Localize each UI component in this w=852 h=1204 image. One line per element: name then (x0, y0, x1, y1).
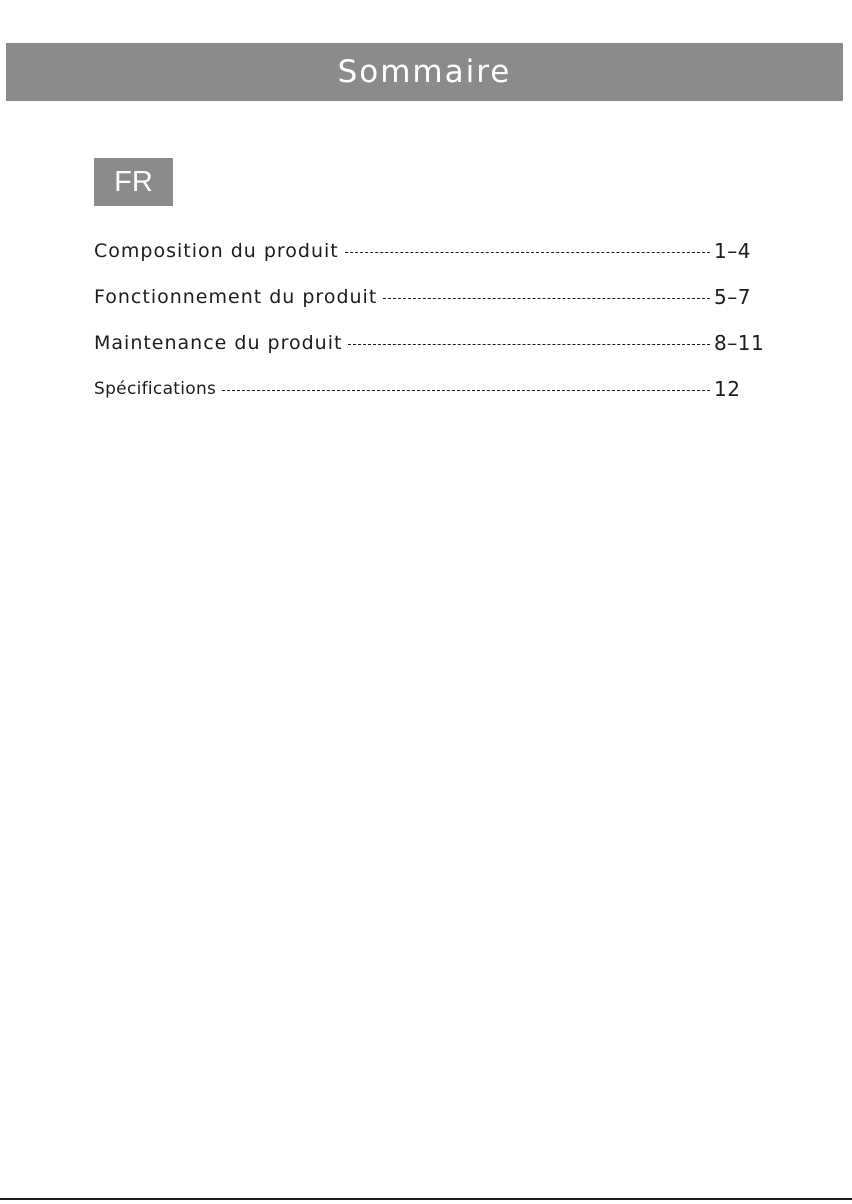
toc-entry-page: 8–11 (714, 331, 765, 355)
toc-entry-label: Fonctionnement du produit (94, 286, 378, 308)
toc-dotted-leader (345, 252, 710, 253)
toc-dotted-leader (222, 390, 710, 391)
toc-entry-label: Maintenance du produit (94, 332, 343, 354)
toc-dotted-leader (348, 344, 710, 345)
toc-entry-specifications[interactable] (94, 366, 774, 412)
page-title: Sommaire (337, 53, 512, 90)
toc-entry-maintenance[interactable] (94, 320, 774, 366)
toc-entry-label: Spécifications (94, 379, 217, 399)
toc-dotted-leader (383, 298, 710, 299)
header-bar (6, 43, 843, 101)
toc-entry-composition[interactable] (94, 228, 774, 274)
toc-entry-label: Composition du produit (94, 240, 339, 262)
toc-entry-page: 1–4 (714, 239, 751, 263)
toc-entry-page: 5–7 (714, 285, 751, 309)
bottom-divider (0, 1198, 852, 1200)
toc-entry-fonctionnement[interactable] (94, 274, 774, 320)
language-badge: FR (94, 158, 173, 206)
toc-entry-page: 12 (714, 377, 741, 401)
table-of-contents (94, 228, 774, 412)
